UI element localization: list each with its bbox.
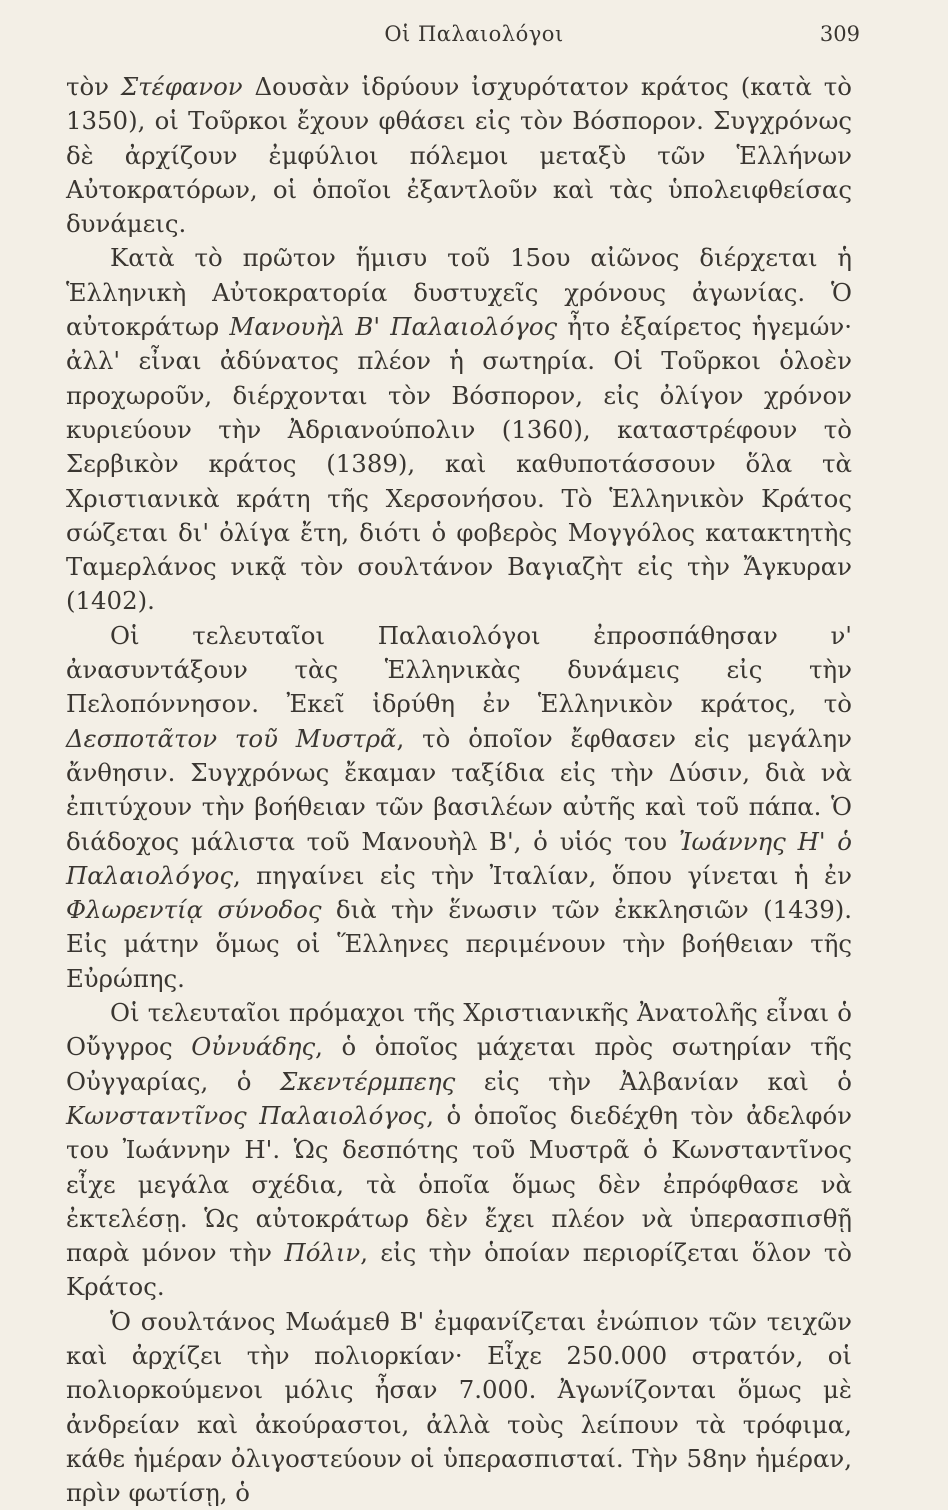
text-segment: , εἰς τὴν ὁποίαν περιορίζεται ὅλον τὸ Κράτος. <box>66 1238 852 1302</box>
text-segment: Ὁ σουλτάνος Μωάμεθ Β' ἐμφανίζεται ἐνώπιον τῶν τειχῶν καὶ ἀρχίζει τὴν πολιορκίαν· Εἶχε 250.000 στρατόν, οἱ πολιορκούμενοι μόλις ἦσαν 7.000. Ἀγωνίζονται ὅμως μὲ ἀνδρείαν καὶ ἀκούραστοι, ἀλλὰ τοὺς λείπουν τὰ τρόφιμα, κάθε ἡμέραν ὀλιγοστεύουν οἱ ὑπερασπισταί. Τὴν 58ην ἡμέραν, πρὶν φωτίσῃ, ὁ <box>66 1306 852 1508</box>
italic-name: Φλωρεντίᾳ σύνοδος <box>66 895 322 925</box>
text-segment: ἦτο ἐξαίρετος ἡγεμών· ἀλλ' εἶναι ἀδύνατος πλέον ἡ σωτηρία. Οἱ Τοῦρκοι ὁλοὲν προχωροῦν, διέρχονται τὸν Βόσπορον, εἰς ὀλίγον χρόνον κυριεύουν τὴν Ἀδριανούπολιν (1360), καταστρέφουν τὸ Σερβικὸν κράτος (1389), καὶ καθυποτάσσουν ὅλα τὰ Χριστιανικὰ κράτη τῆς Χερσονήσου. Τὸ Ἑλληνικὸν Κράτος σώζεται δι' ὀλίγα ἔτη, διότι ὁ φοβερὸς Μογγόλος κατακτητὴς Ταμερλάνος νικᾷ τὸν σουλτάνον Βαγιαζὴτ εἰς τὴν Ἄγκυραν (1402). <box>66 312 852 616</box>
italic-name: Οὐνυάδης <box>191 1032 316 1062</box>
text-segment: , τὸ ὁποῖον ἔφθασεν εἰς μεγάλην ἄνθησιν. Συγχρόνως ἔκαμαν ταξίδια εἰς τὴν Δύσιν, διὰ νὰ ἐπιτύχουν τὴν βοήθειαν τῶν βασιλέων αὐτῆς καὶ τοῦ πάπα. Ὁ διάδοχος μάλιστα τοῦ Μανουὴλ Β', ὁ υἱός του <box>66 723 852 856</box>
italic-name: Στέφανον <box>120 72 243 101</box>
running-title: Οἱ Παλαιολόγοι <box>384 22 564 46</box>
text-segment: εἰς τὴν Ἀλβανίαν καὶ ὁ <box>455 1066 852 1096</box>
text-segment: Οἱ τελευταῖοι Παλαιολόγοι ἐπροσπάθησαν ν' ἀνασυντάξουν τὰς Ἑλληνικὰς δυνάμεις εἰς τὴν Πελοπόννησον. Ἐκεῖ ἱδρύθη ἐν Ἑλληνικὸν κράτος, τὸ <box>66 620 852 719</box>
italic-name: Πόλιν <box>284 1238 361 1268</box>
running-head <box>0 18 948 52</box>
text-segment: , ὁ ὁποῖος μάχεται πρὸς σωτηρίαν τῆς Οὐγγαρίας, ὁ <box>66 1032 852 1096</box>
paragraph-2 <box>66 241 852 618</box>
text-segment: , ὁ ὁποῖος διεδέχθη τὸν ἀδελφόν του Ἰωάννην Η'. Ὡς δεσπότης τοῦ Μυστρᾶ ὁ Κωνσταντῖνος εἶχε μεγάλα σχέδια, τὰ ὁποῖα ὅμως δὲν ἐπρόφθασε νὰ ἐκτελέσῃ. Ὡς αὐτοκράτωρ δὲν ἔχει πλέον νὰ ὑπερασπισθῇ παρὰ μόνον τὴν <box>66 1100 853 1268</box>
italic-name: Ἰωάννης Η' ὁ Παλαιολόγος <box>66 826 852 890</box>
text-segment: Κατὰ τὸ πρῶτον ἥμισυ τοῦ 15ου αἰῶνος διέρχεται ἡ Ἑλληνικὴ Αὐτοκρατορία δυστυχεῖς χρόνους ἀγωνίας. Ὁ αὐτοκράτωρ <box>66 243 852 342</box>
paragraph-3 <box>66 619 852 996</box>
italic-name: Μανουὴλ Β' Παλαιολόγος <box>229 312 558 342</box>
text-segment: Οἱ τελευταῖοι πρόμαχοι τῆς Χριστιανικῆς Ἀνατολῆς εἶναι ὁ Οὔγγρος <box>66 998 852 1062</box>
paragraph-4 <box>66 996 852 1305</box>
text-segment: , πηγαίνει εἰς τὴν Ἰταλίαν, ὅπου γίνεται ἡ ἐν <box>232 860 852 890</box>
italic-name: Σκεντέρμπεης <box>279 1066 456 1096</box>
italic-name: Κωνσταντῖνος Παλαιολόγος <box>66 1100 427 1130</box>
paragraph-5 <box>66 1305 852 1510</box>
text-segment: Δουσὰν ἱδρύουν ἰσχυρότατον κράτος (κατὰ τὸ 1350), οἱ Τοῦρκοι ἔχουν φθάσει εἰς τὸν Βόσπορον. Συγχρόνως δὲ ἀρχίζουν ἐμφύλιοι πόλεμοι μεταξὺ τῶν Ἑλλήνων Αὐτοκρατόρων, οἱ ὁποῖοι ἐξαντλοῦν καὶ τὰς ὑπολειφθείσας δυνάμεις. <box>66 72 852 239</box>
text-segment: διὰ τὴν ἕνωσιν τῶν ἐκκλησιῶν (1439). Εἰς μάτην ὅμως οἱ Ἕλληνες περιμένουν τὴν βοήθειαν τῆς Εὐρώπης. <box>66 895 852 993</box>
paragraph-1 <box>66 70 852 241</box>
text-segment: τὸν <box>66 72 121 101</box>
page-number: 309 <box>819 22 860 46</box>
italic-name: Δεσποτᾶτον τοῦ Μυστρᾶ <box>66 723 397 753</box>
body-text <box>66 70 852 1510</box>
